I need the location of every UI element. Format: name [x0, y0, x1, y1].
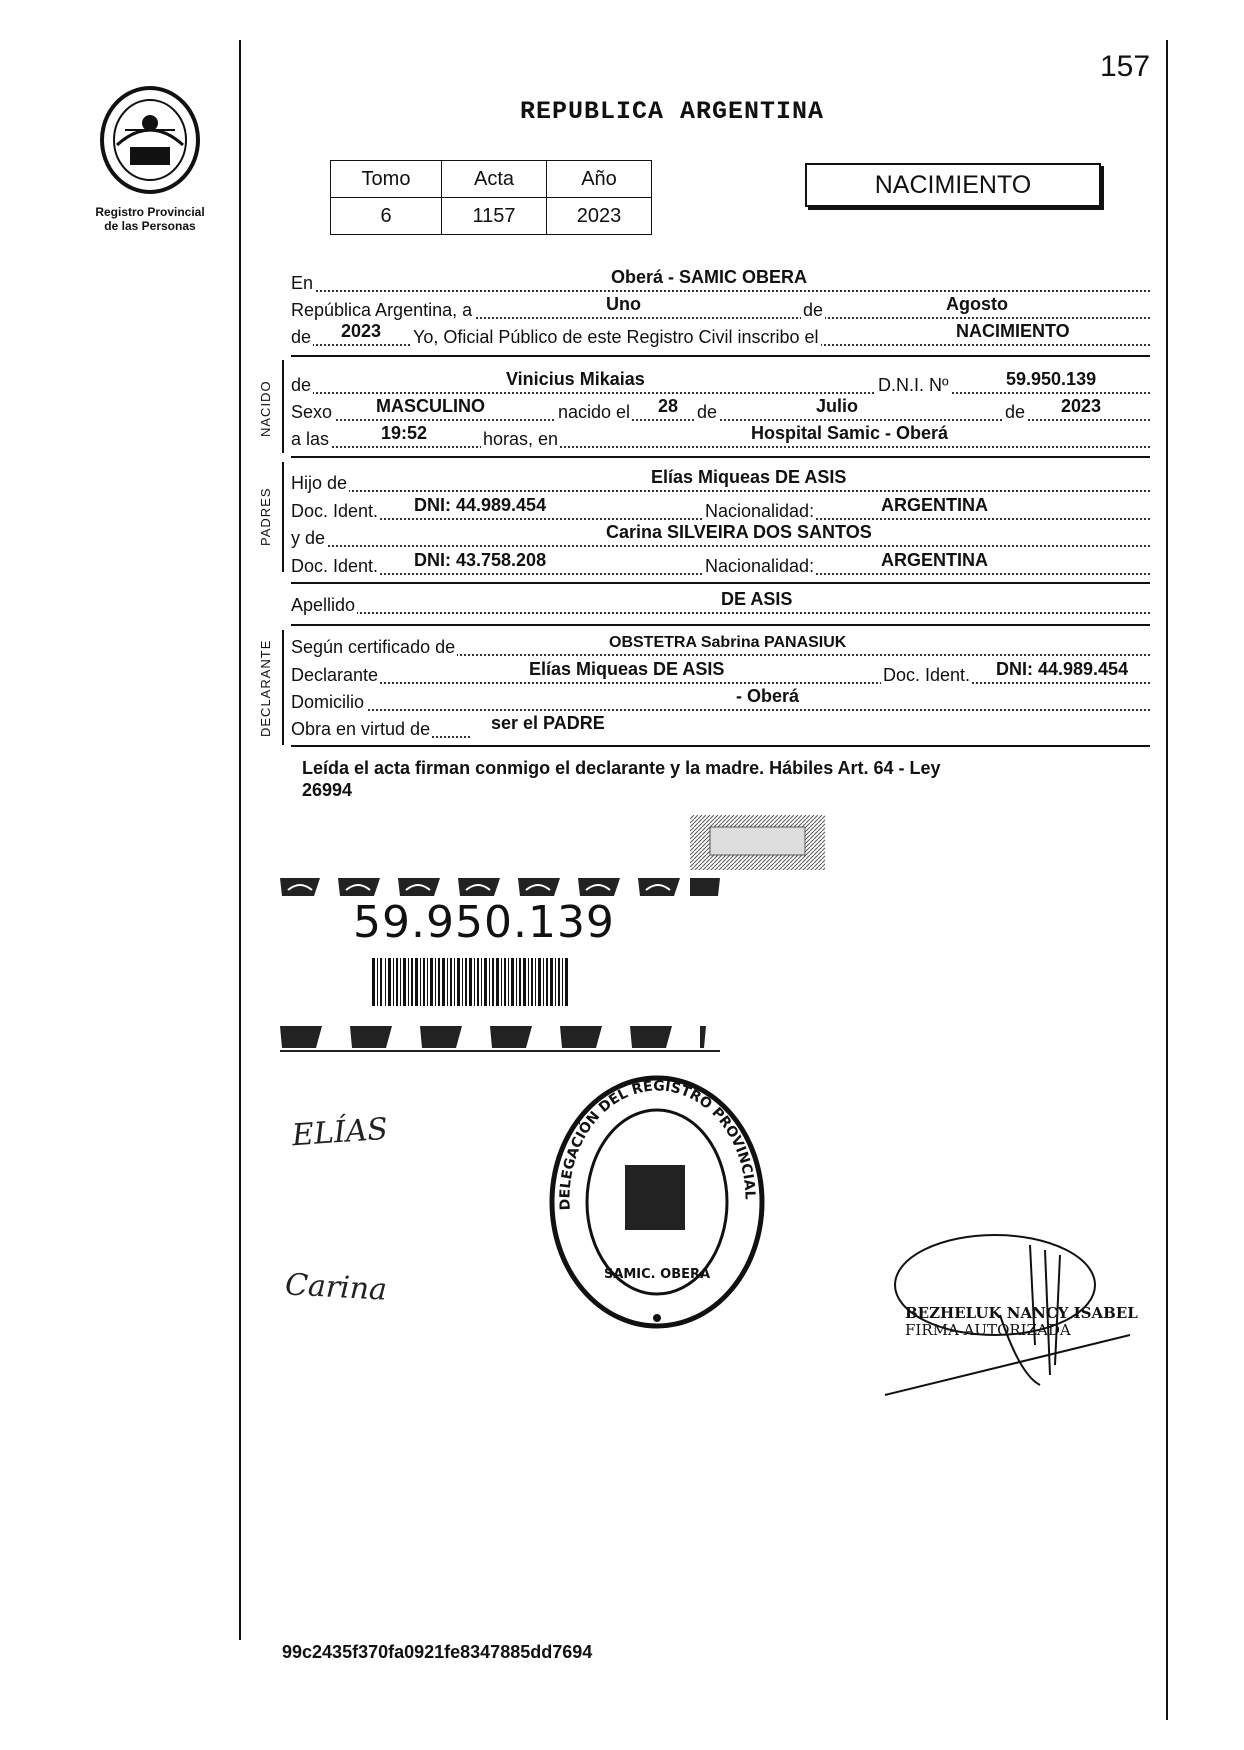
- value-doc2: DNI: 43.758.208: [414, 550, 547, 570]
- label-domicilio: Domicilio: [291, 692, 365, 712]
- label-dni: D.N.I. Nº: [878, 375, 949, 395]
- row-obra: [291, 714, 1150, 740]
- label-doc1: Doc. Ident.: [291, 501, 379, 521]
- divider-4: [291, 624, 1150, 626]
- value-declarante: Elías Miqueas DE ASIS: [529, 659, 725, 679]
- table-value-anio: 2023: [547, 198, 652, 235]
- label-nacido-de2: de: [1005, 402, 1026, 422]
- row-nombre: [291, 370, 1150, 396]
- value-dia: Uno: [606, 294, 641, 314]
- row-certificado: [291, 632, 1150, 658]
- signature-elias: ELÍAS: [290, 1111, 389, 1154]
- seal-place: SAMIC. OBERA: [603, 1267, 711, 1282]
- value-en: Oberá - SAMIC OBERA: [611, 267, 808, 287]
- label-obra: Obra en virtud de: [291, 719, 431, 739]
- row-doc1: [291, 496, 1150, 522]
- table-header-tomo: Tomo: [331, 161, 442, 198]
- act-type-box: NACIMIENTO: [805, 163, 1101, 207]
- official-stamp: [905, 1305, 1138, 1339]
- value-obra: ser el PADRE: [491, 713, 605, 733]
- value-inscribo: NACIMIENTO: [956, 321, 1070, 341]
- table-header-anio: Año: [547, 161, 652, 198]
- label-doc2: Doc. Ident.: [291, 556, 379, 576]
- province-logo: [95, 85, 205, 195]
- table-header-acta: Acta: [442, 161, 547, 198]
- value-decl-doc: DNI: 44.989.454: [996, 659, 1129, 679]
- nacido-bracket: [282, 360, 284, 453]
- value-nacido-dia: 28: [658, 396, 679, 416]
- value-anio: 2023: [341, 321, 382, 341]
- label-nac2: Nacionalidad:: [705, 556, 815, 576]
- row-hijo: [291, 468, 1150, 494]
- value-nac1: ARGENTINA: [881, 495, 988, 515]
- label-anio: de: [291, 327, 312, 347]
- label-hijo: Hijo de: [291, 473, 348, 493]
- right-margin-line: [1166, 40, 1168, 1720]
- logo-caption-line2: de las Personas: [104, 219, 196, 233]
- legal-text-line2: 26994: [302, 780, 353, 800]
- label-oficial: Yo, Oficial Público de este Registro Civil inscribo el: [413, 327, 819, 347]
- row-domicilio: [291, 687, 1150, 713]
- row-republica: [291, 295, 1150, 321]
- label-sexo: Sexo: [291, 402, 333, 422]
- value-lugar: Hospital Samic - Oberá: [751, 423, 949, 443]
- label-horas-en: horas, en: [483, 429, 559, 449]
- row-hora: [291, 424, 1150, 450]
- value-madre: Carina SILVEIRA DOS SANTOS: [606, 522, 872, 542]
- divider-3: [291, 582, 1150, 584]
- value-dni: 59.950.139: [1006, 369, 1097, 389]
- padres-bracket: [282, 462, 284, 572]
- logo-caption-line1: Registro Provincial: [95, 205, 205, 219]
- value-doc1: DNI: 44.989.454: [414, 495, 547, 515]
- row-declarante: [291, 660, 1150, 686]
- page-number: 157: [1100, 50, 1151, 83]
- value-nombre: Vinicius Mikaias: [506, 369, 645, 389]
- declarante-bracket: [282, 630, 284, 745]
- stamp-name: BEZHELUK NANCY ISABEL: [905, 1304, 1138, 1322]
- label-hora: a las: [291, 429, 330, 449]
- divider-2: [291, 456, 1150, 458]
- label-certificado: Según certificado de: [291, 637, 456, 657]
- section-label-declarante: DECLARANTE: [258, 639, 273, 737]
- table-value-acta: 1157: [442, 198, 547, 235]
- value-certificado: OBSTETRA Sabrina PANASIUK: [609, 634, 847, 651]
- table-value-tomo: 6: [331, 198, 442, 235]
- value-mes: Agosto: [946, 294, 1008, 314]
- security-strip-bottom: [280, 1020, 720, 1059]
- label-apellido: Apellido: [291, 595, 356, 615]
- value-sexo: MASCULINO: [376, 396, 485, 416]
- barcode: [372, 958, 592, 1013]
- row-sexo: [291, 397, 1150, 423]
- official-seal: [545, 1070, 770, 1335]
- label-declarante: Declarante: [291, 665, 379, 685]
- row-oficial: [291, 322, 1150, 348]
- registry-table: [330, 160, 652, 235]
- row-apellido: [291, 590, 1150, 616]
- value-apellido: DE ASIS: [721, 589, 793, 609]
- document-hash: 99c2435f370fa0921fe8347885dd7694: [282, 1642, 593, 1662]
- signature-carina: Carina: [284, 1267, 388, 1308]
- label-nacido-de1: de: [697, 402, 718, 422]
- label-en: En: [291, 273, 314, 293]
- row-doc2: [291, 551, 1150, 577]
- logo-caption: [75, 205, 225, 233]
- value-nacido-anio: 2023: [1061, 396, 1102, 416]
- legal-text: [302, 757, 1142, 801]
- security-stamp: [690, 815, 825, 870]
- stamp-role: FIRMA AUTORIZADA: [905, 1321, 1071, 1339]
- left-margin-line: [239, 40, 241, 1640]
- label-nacido-el: nacido el: [558, 402, 631, 422]
- label-de-mes: de: [803, 300, 824, 320]
- value-nac2: ARGENTINA: [881, 550, 988, 570]
- legal-text-line1: Leída el acta firman conmigo el declarante y la madre. Hábiles Art. 64 - Ley: [302, 758, 941, 778]
- header-title: REPUBLICA ARGENTINA: [520, 97, 825, 126]
- label-republica: República Argentina, a: [291, 300, 473, 320]
- value-domicilio: - Oberá: [736, 686, 800, 706]
- seal-text-arc: DELEGACIÓN DEL REGISTRO PROVINCIAL: [557, 1078, 758, 1211]
- label-decl-doc: Doc. Ident.: [883, 665, 971, 685]
- section-label-padres: PADRES: [258, 487, 273, 546]
- label-yde: y de: [291, 528, 326, 548]
- barcode-number: 59.950.139: [353, 897, 615, 948]
- value-hora: 19:52: [381, 423, 428, 443]
- label-nac1: Nacionalidad:: [705, 501, 815, 521]
- row-en: [291, 268, 1150, 294]
- row-yde: [291, 523, 1150, 549]
- label-nombre: de: [291, 375, 312, 395]
- divider-5: [291, 745, 1150, 747]
- divider-1: [291, 355, 1150, 357]
- section-label-nacido: NACIDO: [258, 380, 273, 437]
- value-padre: Elías Miqueas DE ASIS: [651, 467, 847, 487]
- value-nacido-mes: Julio: [816, 396, 859, 416]
